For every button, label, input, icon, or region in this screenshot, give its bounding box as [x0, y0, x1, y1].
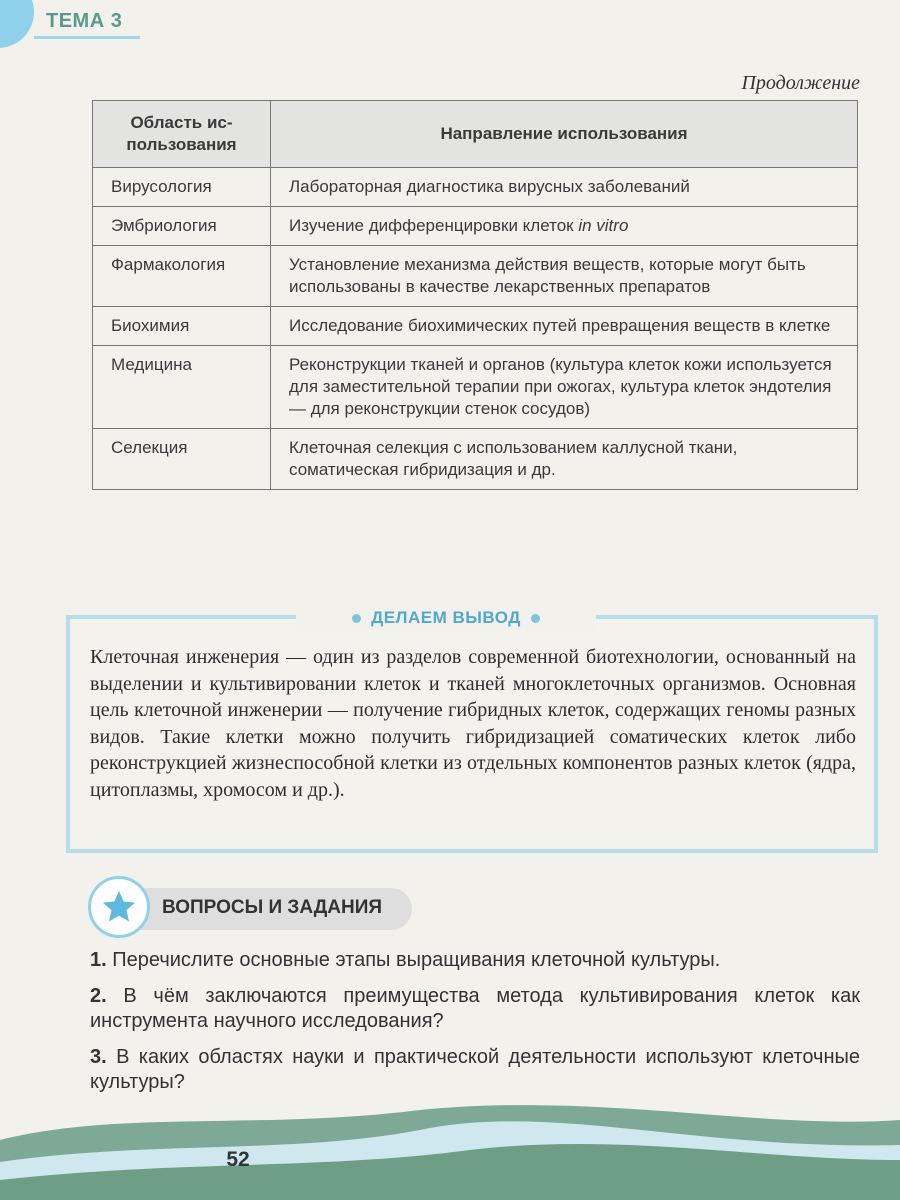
- topic-underline: [34, 36, 140, 39]
- row-use: Установление механизма действия веществ, которые могут быть использованы в качестве лекарственных препаратов: [271, 246, 858, 307]
- table-row: [93, 307, 858, 346]
- row-area: Вирусология: [93, 168, 271, 207]
- questions-list: [90, 948, 860, 1106]
- question-text: Перечислите основные этапы выращивания клеточной культуры.: [112, 949, 721, 971]
- footer-decoration: [0, 1100, 900, 1200]
- row-use: Лабораторная диагностика вирусных заболеваний: [271, 168, 858, 207]
- table-row: [93, 207, 858, 246]
- row-area: Медицина: [93, 346, 271, 429]
- question-text: В каких областях науки и практической деятельности используют клеточные культуры?: [90, 1046, 860, 1093]
- table-row: [93, 346, 858, 429]
- questions-title: ВОПРОСЫ И ЗАДАНИЯ: [162, 897, 383, 918]
- conclusion-header: [296, 605, 596, 631]
- question-item: [90, 1045, 860, 1095]
- row-use: [271, 207, 858, 246]
- question-text: В чём заключаются преимущества метода культивирования клеток как инструмента научного исследования?: [90, 985, 860, 1032]
- conclusion-title: ДЕЛАЕМ ВЫВОД: [371, 608, 521, 627]
- table-row: [93, 168, 858, 207]
- star-icon: [88, 876, 150, 938]
- conclusion-text: Клеточная инженерия — один из разделов современной биотехнологии, основанный на выделении и культивировании клеток и тканей многоклеточных организмов. Основная цель клеточной инженерии — получение гибридных клеток, содержащих геномы разных видов. Такие клетки можно получить гибридизацией соматических клеток либо реконструкцией жизнеспособной клетки из отдельных компонентов разных клеток (ядра, цитоплазмы, хромосом и др.).: [90, 646, 856, 801]
- table-row: [93, 246, 858, 307]
- row-area: Фармакология: [93, 246, 271, 307]
- dot-icon: [531, 614, 540, 623]
- header-use: Направление использования: [271, 101, 858, 168]
- row-use: Реконструкции тканей и органов (культура клеток кожи используется для заместительной терапии при ожогах, культура клеток эндотелия — для реконструкции стенок сосудов): [271, 346, 858, 429]
- row-use: Исследование биохимических путей превращения веществ в клетке: [271, 307, 858, 346]
- question-number: 1.: [90, 949, 107, 971]
- row-area: Биохимия: [93, 307, 271, 346]
- question-number: 3.: [90, 1046, 107, 1068]
- question-item: [90, 948, 860, 973]
- page-number: 52: [226, 1148, 250, 1171]
- row-use: Клеточная селекция с использованием каллусной ткани, соматическая гибридизация и др.: [271, 429, 858, 490]
- table-row: [93, 429, 858, 490]
- question-number: 2.: [90, 985, 107, 1007]
- topic-label: ТЕМА 3: [46, 10, 123, 32]
- row-use-text: Изучение дифференцировки клеток: [289, 216, 579, 235]
- question-item: [90, 984, 860, 1034]
- row-area: Эмбриология: [93, 207, 271, 246]
- continuation-label: Продолжение: [741, 72, 860, 94]
- row-use-italic: in vitro: [578, 216, 629, 235]
- dot-icon: [352, 614, 361, 623]
- row-area: Селекция: [93, 429, 271, 490]
- table-header-row: [93, 101, 858, 168]
- applications-table: [92, 100, 858, 490]
- header-area: Область ис- пользования: [93, 101, 271, 168]
- topic-tab-circle: [0, 0, 34, 48]
